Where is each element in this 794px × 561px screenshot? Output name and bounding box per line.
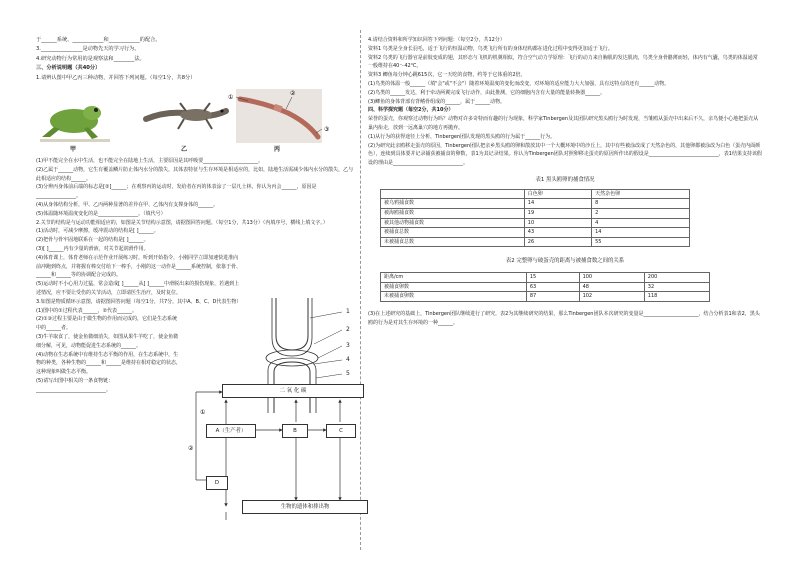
question-line: (5)请写出图中相关的一条食物链：____________________________。 (36, 377, 114, 393)
table-row (381, 282, 710, 292)
table-row (381, 218, 690, 228)
table-cell: 19 (524, 208, 591, 218)
table-row (381, 237, 690, 247)
question-line: (2)为研究此亲鸥移走蛋壳的原因，Tinbergen团队把亲乡黑头鸥的卵和散放其中一个大概环境中的沙丘上，其中有些被涂改成了天然杂色的，其他卵都被涂改为白色（蛋壳内面颜色），连续到具体要并记录捕获被捕食的卵数，表1为其记录结果。你认为Tinbergen团队对照卵移走蛋壳的原因所作出的假设是____________________________，表1结果支持该假设的理由是____________________________。 (368, 142, 762, 167)
table-header-row (381, 189, 690, 199)
question-line: (1)从行为的获得途径上分析，Tinbergen团队发现的黑头鸥的行为属于______行为。 (368, 133, 556, 140)
question-line: (2)把骨与骨牢固地联系在一起的结构是[ ]______。 (36, 237, 149, 244)
table-cell: 15 (526, 273, 579, 283)
lizard-image (146, 103, 226, 129)
material-3: 资料3 鲫鱼每分钟心跳615次，它一天吃的食物，约等于它体重的2倍。 (368, 72, 526, 79)
table-cell: 白色卵 (524, 189, 591, 199)
question-line: (4)动物在生态系统中有维持生态平衡的作用，在生态系统中，生物的种类，各种生物的______和______是维持在相对稳定的状态，这种现象叫做生态平衡。 (36, 351, 182, 376)
knee-label-4: 4 (346, 356, 350, 363)
consumer-c-box: C (326, 424, 356, 438)
table-cell: 未被捕食总数 (381, 237, 525, 247)
question-line: (2)乙属于______动物，它生有覆盖鳞片防止体内水分的散失，其体表特征与生存环境是相适应的，比如，陆地生活需减少体内水分的散失，乙与此相适应的结构______。 (36, 166, 354, 182)
table-cell: 天然杂色卵 (592, 189, 690, 199)
knee-label-3: 3 (346, 342, 350, 349)
table-cell: 100 (579, 273, 644, 283)
question-line: (2)鸟类的______发达，利于牵动两翼完成飞行动作，由此推测，它的细胞内含有大量的能量转换器______。 (368, 89, 606, 96)
question-line: (2)①③过程主要是由于微生物的作用而完成的，它们是生态系统中的______者。 (36, 316, 178, 332)
table-cell: 10 (524, 218, 591, 228)
material-2: 资料2 鸟类的飞行器官是前肢变成的翅，其形态与飞机的机翼相似，符合空气动力学原理：飞行的动力来自胸肌的发达肌肉，鸟类全身骨骼薄而轻，体内有气囊，鸟类的体温通常一般维持在40～42℃。 (368, 54, 758, 70)
table-row (381, 273, 710, 283)
table-cell: 55 (592, 237, 690, 247)
table-cell: 14 (524, 199, 591, 209)
table-cell: 4 (592, 218, 690, 228)
section-heading: 三、分析说明题（共40分） (36, 65, 101, 72)
callout-3: ③ (324, 126, 330, 134)
table-cell: 43 (524, 228, 591, 238)
distance-table (380, 272, 710, 302)
producer-box: A（生产者） (206, 424, 256, 438)
question-title: 2.关节的结构是与运动功能相适应的，如图是关节结构示意图，请据图回答问题。（每空1分，共13分）（内填序号，横线上填文字。） (36, 219, 328, 226)
table-cell: 被乌鸦捕食数 (381, 199, 525, 209)
table-cell: 未被捕食卵数 (381, 292, 527, 302)
predation-table (380, 189, 690, 248)
animal-illustrations (36, 85, 354, 145)
question-line: (1)甲不能完全在水中生活，也不能完全在陆地上生活，主要原因是其呼吸要______________________。 (36, 158, 264, 165)
question-line: (1)鸟类的体温一般______（填"会"或"不会"）随着环境温度的变化而改变，对环境的适应能力大大加强，具有这特点的还有______动物。 (368, 80, 670, 87)
frog-image (40, 106, 110, 142)
table-cell: 48 (579, 282, 644, 292)
table-cell: 被捕食总数 (381, 228, 525, 238)
question-line: (3)[ ]______内有少量的滑液，对关节起润滑作用。 (36, 246, 149, 252)
knee-label-2: 2 (346, 326, 350, 333)
knee-label-5: 5 (346, 370, 350, 377)
text-line: 于______系统、____________和____________的配合。 (36, 37, 161, 43)
material-cycle-diagram (186, 380, 376, 528)
question-title: 3.如图是物质循环示意图，请据图回答问题（每空1分，共7分，其中A、B、C、D代表生物） (36, 298, 242, 305)
question-title: 4.请结合资料和所学知识回答下列问题：（每空2分，共12分） (368, 37, 505, 43)
section-heading: 四、科学探究题（每空2分，共10分） (368, 107, 454, 114)
label-bing: 丙 (274, 146, 281, 154)
question-line: (3)在上述研究的基础上，Tinbergen团队继续进行了研究，表2为其继续研究的结果，那么Tinbergen团队本次研究的变量是______________________，结合分析表1和表2，黑头鸥的行为是对其生存环境的一种______。 (368, 310, 760, 326)
label-yi: 乙 (181, 146, 188, 154)
svg-text:②: ② (188, 445, 194, 452)
table-row (381, 199, 690, 209)
question-line: (3)分辨丙身体前后端的标志是[②]______；在观察丙的运动时，发给者在丙的体表涂了一层凡士林，你认为丙会______，原因是________________。 (36, 184, 317, 200)
table-cell: 2 (592, 208, 690, 218)
text-line: 3.________________是动物先天的学习行为。 (36, 46, 140, 53)
table-cell: 14 (592, 228, 690, 238)
table-cell: 63 (526, 282, 579, 292)
animal-figures (36, 85, 354, 157)
table2-caption: 表2 完整卵与破蛋壳的距离与被捕食数之间的关系 (505, 258, 625, 265)
question-title: 1.请辨认图中甲乙丙三种动物，并回答下列问题。（每空1分，共8分） (36, 74, 196, 81)
earthworm-image (236, 89, 322, 143)
right-column (368, 36, 762, 327)
table-cell: 200 (644, 273, 709, 283)
question-line: (1)图中的①过程代表______，②代表______。 (36, 307, 138, 314)
co2-box: 二 氧 化 碳 (222, 384, 364, 398)
table-cell: 被海鸥捕食数 (381, 208, 525, 218)
text-line: 4.研究动物行为常用的是观察法和________法。 (36, 55, 145, 62)
table-cell: 8 (592, 199, 690, 209)
consumer-b-box: B (282, 424, 308, 438)
question-line: (4)体育课上，体育老师在示范作业开展练习时，听到开始指令，小刚同学立即加速快进准向前冲跑到终点，并将握有棒交付给下一棒手，小刚的这一动作是______系统控制，依靠于骨、______和______等的协调配合完成的。 (36, 254, 242, 279)
knee-label-1: 1 (346, 308, 350, 315)
table-cell: 距离/cm (381, 273, 527, 283)
table-cell: 102 (579, 292, 644, 302)
table1-caption: 表1 黑头鸥卵的捕食情况 (535, 176, 595, 183)
question-line: (5)体温随环境温度变化的是________________。（填代号） (36, 210, 166, 217)
label-jia: 甲 (70, 146, 77, 154)
decomposer-d-box: D (206, 476, 228, 490)
table-row (381, 292, 710, 302)
table-cell: 87 (526, 292, 579, 302)
table-row (381, 228, 690, 238)
callout-1: ① (228, 94, 234, 102)
table-cell: 32 (644, 282, 709, 292)
table-cell (381, 189, 525, 199)
svg-text:①: ① (200, 409, 206, 416)
callout-2: ② (290, 90, 296, 98)
table-cell: 被其他动物捕食数 (381, 218, 525, 228)
table-cell: 26 (524, 237, 591, 247)
question-line: (4)从身体结构分析，甲、乙丙两种显著的差异在甲、乙体内有支撑身体的______。 (36, 202, 219, 209)
question-line: (3)鲫鱼的身体背部有背鳍骨组成的______，属于______动物。 (368, 98, 506, 105)
table-cell: 被捕食卵数 (381, 282, 527, 292)
question-line: (5)运动时不小心用力过猛，常会造成[ ]______从[ ]______中滑脱出来的损伤现象，若遇到上述情况，应不要让受伤的关节活动，立即请医生治疗，及时复位。 (36, 281, 240, 296)
table-row (381, 208, 690, 218)
question-line: (3)牛羊取食了，使金鱼微细消失，如图从果牛羊吃了，使金鱼微细分解，可见，动物能促进生态系统的______。 (36, 333, 179, 349)
remains-box: 生物的遗体和排出物 (242, 500, 368, 514)
question-line: (1)活动时，可减少摩擦，缓冲震动的结构是[ ]______。 (36, 228, 159, 235)
question-line: 荣誉的蛋壳，你观察过动物行为吗？动物对许多奇特而有趣的行为现象，科学家Tinbergen及其团队研究黑头鸥行为时发现，当雏鸥从蛋壳中出来后不久，亲鸟便小心地把蛋壳从巢内衔走，放到一远离巢穴的地方再抛弃。 (368, 116, 759, 131)
material-1: 资料1 鸟类是全身长羽毛，适于飞行的恒温动物，鸟类飞行所有的身体结构都在进化过程中变得更加适于飞行。 (368, 45, 613, 52)
table-cell: 118 (644, 292, 709, 302)
